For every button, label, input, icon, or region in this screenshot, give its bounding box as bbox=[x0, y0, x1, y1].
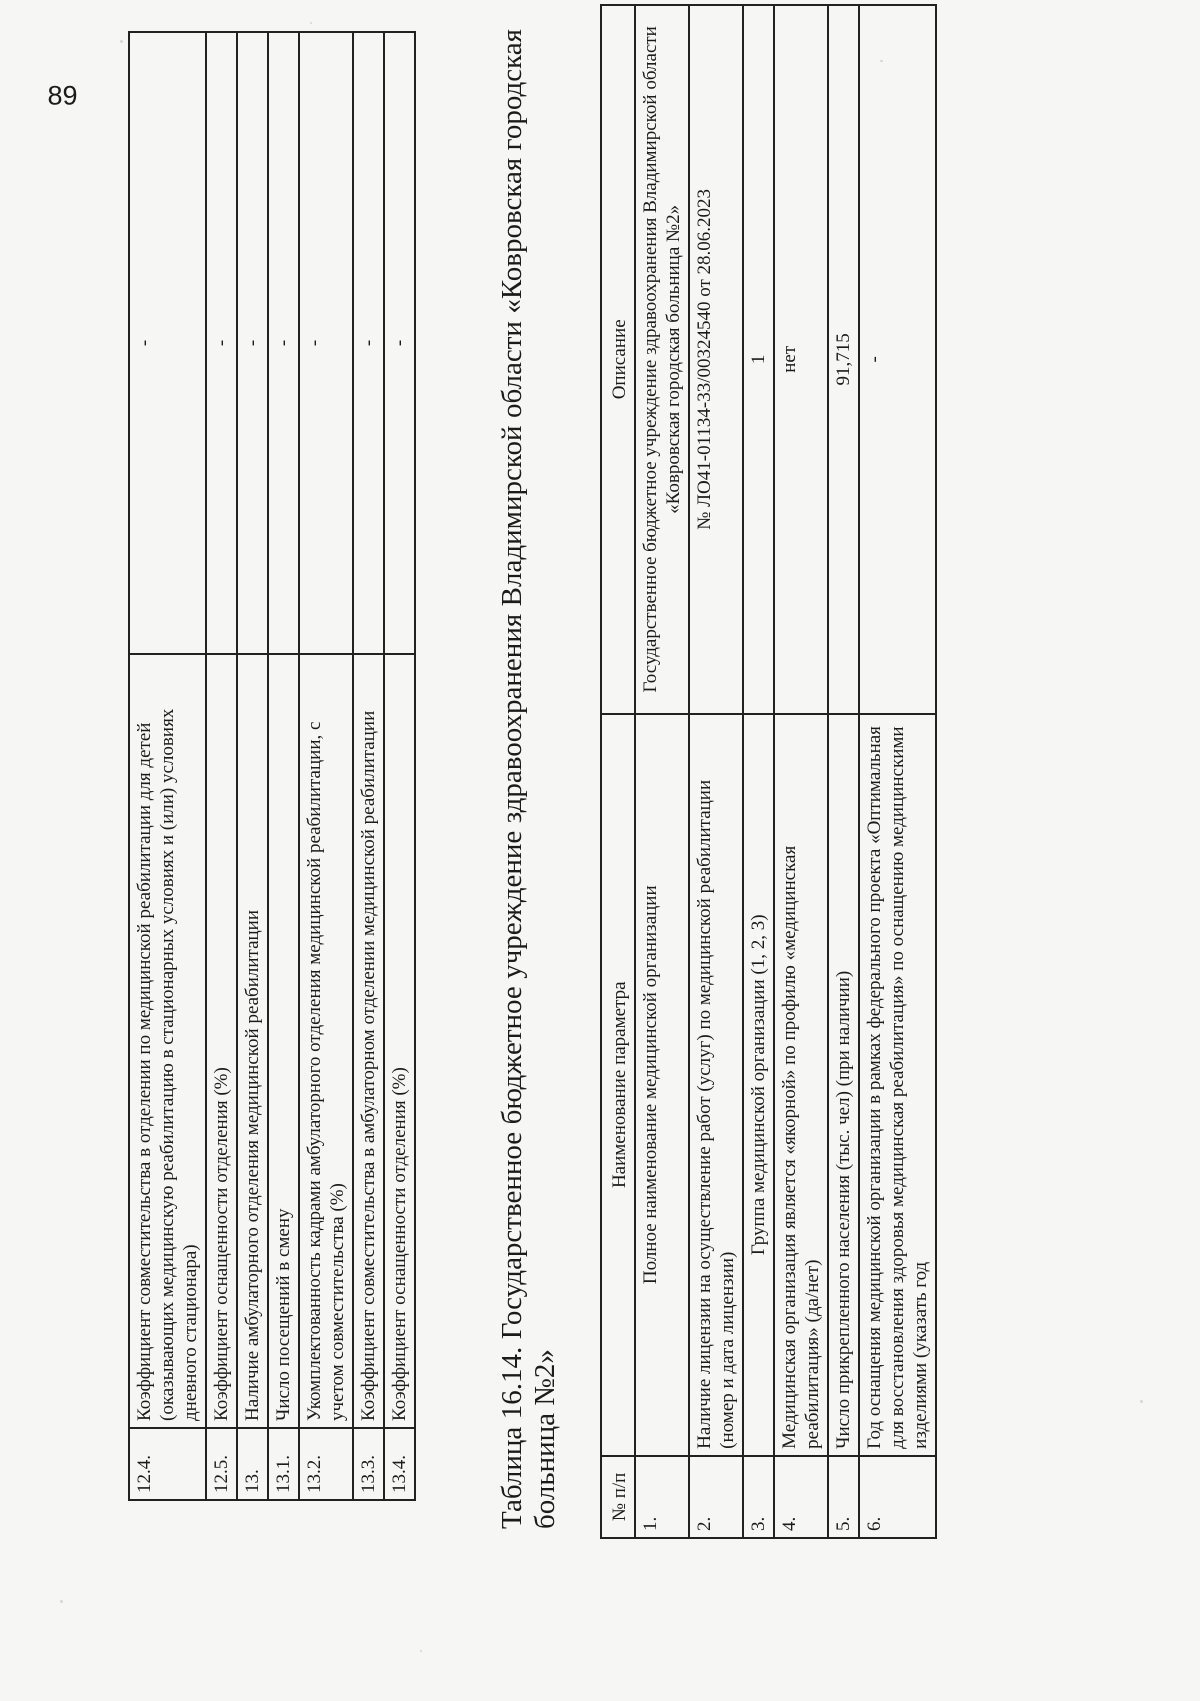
row-value: - bbox=[384, 32, 415, 654]
table-row bbox=[129, 32, 206, 1500]
row-number: 4. bbox=[774, 1456, 828, 1538]
header-desc: Описание bbox=[601, 5, 635, 714]
row-parameter: Коэффициент совместительства в отделении по медицинской реабилитации для детей (оказывающих медицинскую реабилитацию в стационарных условиях и (или) условиях дневного стационара) bbox=[129, 654, 206, 1428]
table-row bbox=[743, 5, 774, 1538]
row-value: - bbox=[237, 32, 268, 654]
row-value: - bbox=[206, 32, 237, 654]
row-number: 1. bbox=[635, 1456, 689, 1538]
row-description: нет bbox=[774, 5, 828, 714]
table-row bbox=[689, 5, 743, 1538]
row-parameter: Укомплектованность кадрами амбулаторного отделения медицинской реабилитации, с учетом совместительства (%) bbox=[299, 654, 353, 1428]
row-parameter: Число прикрепленного населения (тыс. чел) (при наличии) bbox=[828, 714, 859, 1456]
row-number: 13. bbox=[237, 1428, 268, 1500]
table-row bbox=[268, 32, 299, 1500]
table-row bbox=[635, 5, 689, 1538]
table-row bbox=[774, 5, 828, 1538]
table-row bbox=[859, 5, 936, 1538]
header-param: Наименование параметра bbox=[601, 714, 635, 1456]
row-parameter: Год оснащения медицинской организации в рамках федерального проекта «Оптимальная для восстановления здоровья медицинская реабилитация» по оснащению медицинскими изделиями (указать год bbox=[859, 714, 936, 1456]
row-description: - bbox=[859, 5, 936, 714]
table-header-row bbox=[601, 5, 635, 1538]
row-value: - bbox=[299, 32, 353, 654]
row-parameter: Коэффициент совместительства в амбулаторном отделении медицинской реабилитации bbox=[353, 654, 384, 1428]
facility-table bbox=[600, 4, 937, 1539]
table-row bbox=[384, 32, 415, 1500]
row-number: 13.3. bbox=[353, 1428, 384, 1500]
row-parameter: Коэффициент оснащенности отделения (%) bbox=[384, 654, 415, 1428]
row-value: - bbox=[129, 32, 206, 654]
row-parameter: Группа медицинской организации (1, 2, 3) bbox=[743, 714, 774, 1456]
row-number: 12.5. bbox=[206, 1428, 237, 1500]
row-description: 1 bbox=[743, 5, 774, 714]
row-parameter: Медицинская организация является «якорной» по профилю «медицинская реабилитация» (да/нет) bbox=[774, 714, 828, 1456]
row-number: 13.4. bbox=[384, 1428, 415, 1500]
row-number: 6. bbox=[859, 1456, 936, 1538]
row-number: 5. bbox=[828, 1456, 859, 1538]
table-row bbox=[299, 32, 353, 1500]
page-number: 89 bbox=[47, 80, 78, 111]
row-description: 91,715 bbox=[828, 5, 859, 714]
row-number: 13.2. bbox=[299, 1428, 353, 1500]
row-parameter: Наличие лицензии на осуществление работ (услуг) по медицинской реабилитации (номер и дата лицензии) bbox=[689, 714, 743, 1456]
row-parameter: Коэффициент оснащенности отделения (%) bbox=[206, 654, 237, 1428]
table-row bbox=[206, 32, 237, 1500]
row-description: Государственное бюджетное учреждение здравоохранения Владимирской области «Ковровская городская больница №2» bbox=[635, 5, 689, 714]
row-number: 12.4. bbox=[129, 1428, 206, 1500]
row-number: 2. bbox=[689, 1456, 743, 1538]
row-parameter: Число посещений в смену bbox=[268, 654, 299, 1428]
header-num: № п/п bbox=[601, 1456, 635, 1538]
table-row bbox=[237, 32, 268, 1500]
row-number: 13.1. bbox=[268, 1428, 299, 1500]
table-title: Таблица 16.14. Государственное бюджетное учреждение здравоохранения Владимирской области «Ковровская городская больница №2» bbox=[496, 29, 561, 1529]
row-number: 3. bbox=[743, 1456, 774, 1538]
table-continuation bbox=[128, 31, 416, 1501]
table-row bbox=[353, 32, 384, 1500]
row-description: № ЛО41-01134-33/00324540 от 28.06.2023 bbox=[689, 5, 743, 714]
row-value: - bbox=[353, 32, 384, 654]
row-parameter: Наличие амбулаторного отделения медицинской реабилитации bbox=[237, 654, 268, 1428]
table-row bbox=[828, 5, 859, 1538]
row-parameter: Полное наименование медицинской организации bbox=[635, 714, 689, 1456]
row-value: - bbox=[268, 32, 299, 654]
